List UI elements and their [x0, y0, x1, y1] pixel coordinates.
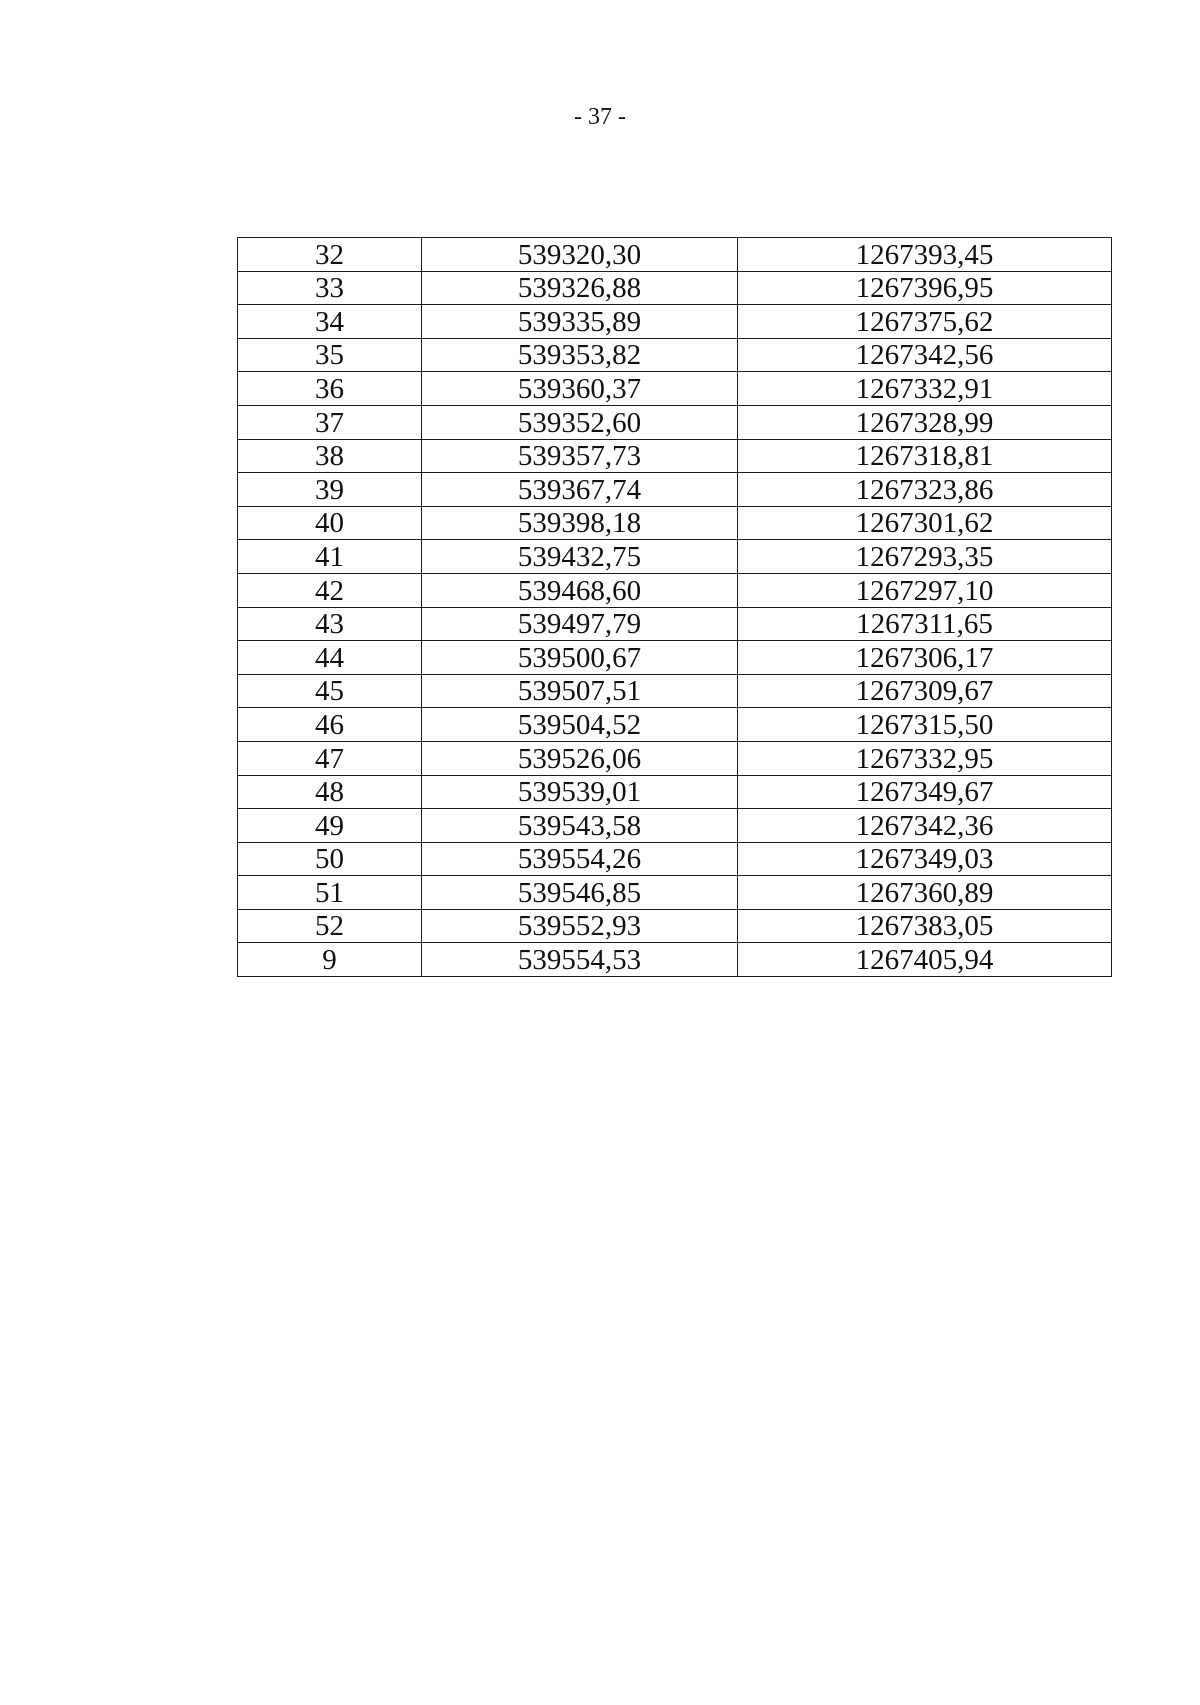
point-number-cell: 9 — [238, 943, 422, 977]
point-number-cell: 37 — [238, 405, 422, 439]
x-coordinate-cell: 539500,67 — [422, 641, 738, 675]
x-coordinate-cell: 539335,89 — [422, 305, 738, 339]
point-number-cell: 46 — [238, 708, 422, 742]
y-coordinate-cell: 1267318,81 — [738, 439, 1112, 473]
coordinates-table-body — [238, 238, 1112, 977]
point-number-cell: 42 — [238, 573, 422, 607]
x-coordinate-cell: 539539,01 — [422, 775, 738, 809]
x-coordinate-cell: 539353,82 — [422, 338, 738, 372]
page-number: - 37 - — [574, 104, 626, 130]
y-coordinate-cell: 1267309,67 — [738, 674, 1112, 708]
y-coordinate-cell: 1267360,89 — [738, 876, 1112, 910]
point-number-cell: 43 — [238, 607, 422, 641]
y-coordinate-cell: 1267405,94 — [738, 943, 1112, 977]
y-coordinate-cell: 1267323,86 — [738, 473, 1112, 507]
x-coordinate-cell: 539367,74 — [422, 473, 738, 507]
point-number-cell: 47 — [238, 741, 422, 775]
point-number-cell: 35 — [238, 338, 422, 372]
point-number-cell: 38 — [238, 439, 422, 473]
y-coordinate-cell: 1267297,10 — [738, 573, 1112, 607]
table-row — [238, 708, 1112, 742]
table-row — [238, 842, 1112, 876]
y-coordinate-cell: 1267332,95 — [738, 741, 1112, 775]
table-row — [238, 674, 1112, 708]
y-coordinate-cell: 1267342,36 — [738, 809, 1112, 843]
x-coordinate-cell: 539468,60 — [422, 573, 738, 607]
x-coordinate-cell: 539326,88 — [422, 271, 738, 305]
y-coordinate-cell: 1267342,56 — [738, 338, 1112, 372]
table-row — [238, 741, 1112, 775]
point-number-cell: 45 — [238, 674, 422, 708]
point-number-cell: 48 — [238, 775, 422, 809]
table-row — [238, 338, 1112, 372]
y-coordinate-cell: 1267306,17 — [738, 641, 1112, 675]
y-coordinate-cell: 1267383,05 — [738, 909, 1112, 943]
table-row — [238, 775, 1112, 809]
point-number-cell: 34 — [238, 305, 422, 339]
x-coordinate-cell: 539543,58 — [422, 809, 738, 843]
point-number-cell: 39 — [238, 473, 422, 507]
x-coordinate-cell: 539352,60 — [422, 405, 738, 439]
point-number-cell: 40 — [238, 506, 422, 540]
table-row — [238, 372, 1112, 406]
x-coordinate-cell: 539432,75 — [422, 540, 738, 574]
table-row — [238, 238, 1112, 272]
y-coordinate-cell: 1267375,62 — [738, 305, 1112, 339]
y-coordinate-cell: 1267349,03 — [738, 842, 1112, 876]
y-coordinate-cell: 1267328,99 — [738, 405, 1112, 439]
x-coordinate-cell: 539497,79 — [422, 607, 738, 641]
x-coordinate-cell: 539526,06 — [422, 741, 738, 775]
table-row — [238, 607, 1112, 641]
x-coordinate-cell: 539554,53 — [422, 943, 738, 977]
x-coordinate-cell: 539398,18 — [422, 506, 738, 540]
point-number-cell: 36 — [238, 372, 422, 406]
point-number-cell: 50 — [238, 842, 422, 876]
point-number-cell: 32 — [238, 238, 422, 272]
x-coordinate-cell: 539357,73 — [422, 439, 738, 473]
table-row — [238, 439, 1112, 473]
x-coordinate-cell: 539507,51 — [422, 674, 738, 708]
point-number-cell: 51 — [238, 876, 422, 910]
x-coordinate-cell: 539504,52 — [422, 708, 738, 742]
table-row — [238, 405, 1112, 439]
table-row — [238, 271, 1112, 305]
y-coordinate-cell: 1267301,62 — [738, 506, 1112, 540]
point-number-cell: 41 — [238, 540, 422, 574]
table-row — [238, 809, 1112, 843]
y-coordinate-cell: 1267311,65 — [738, 607, 1112, 641]
point-number-cell: 52 — [238, 909, 422, 943]
x-coordinate-cell: 539320,30 — [422, 238, 738, 272]
y-coordinate-cell: 1267393,45 — [738, 238, 1112, 272]
table-row — [238, 506, 1112, 540]
table-row — [238, 909, 1112, 943]
table-row — [238, 473, 1112, 507]
point-number-cell: 33 — [238, 271, 422, 305]
point-number-cell: 44 — [238, 641, 422, 675]
point-number-cell: 49 — [238, 809, 422, 843]
y-coordinate-cell: 1267349,67 — [738, 775, 1112, 809]
x-coordinate-cell: 539552,93 — [422, 909, 738, 943]
table-row — [238, 573, 1112, 607]
y-coordinate-cell: 1267396,95 — [738, 271, 1112, 305]
y-coordinate-cell: 1267332,91 — [738, 372, 1112, 406]
x-coordinate-cell: 539554,26 — [422, 842, 738, 876]
table-row — [238, 943, 1112, 977]
coordinates-table — [237, 237, 1112, 977]
table-row — [238, 305, 1112, 339]
x-coordinate-cell: 539360,37 — [422, 372, 738, 406]
table-row — [238, 641, 1112, 675]
x-coordinate-cell: 539546,85 — [422, 876, 738, 910]
table-row — [238, 876, 1112, 910]
y-coordinate-cell: 1267293,35 — [738, 540, 1112, 574]
y-coordinate-cell: 1267315,50 — [738, 708, 1112, 742]
table-row — [238, 540, 1112, 574]
